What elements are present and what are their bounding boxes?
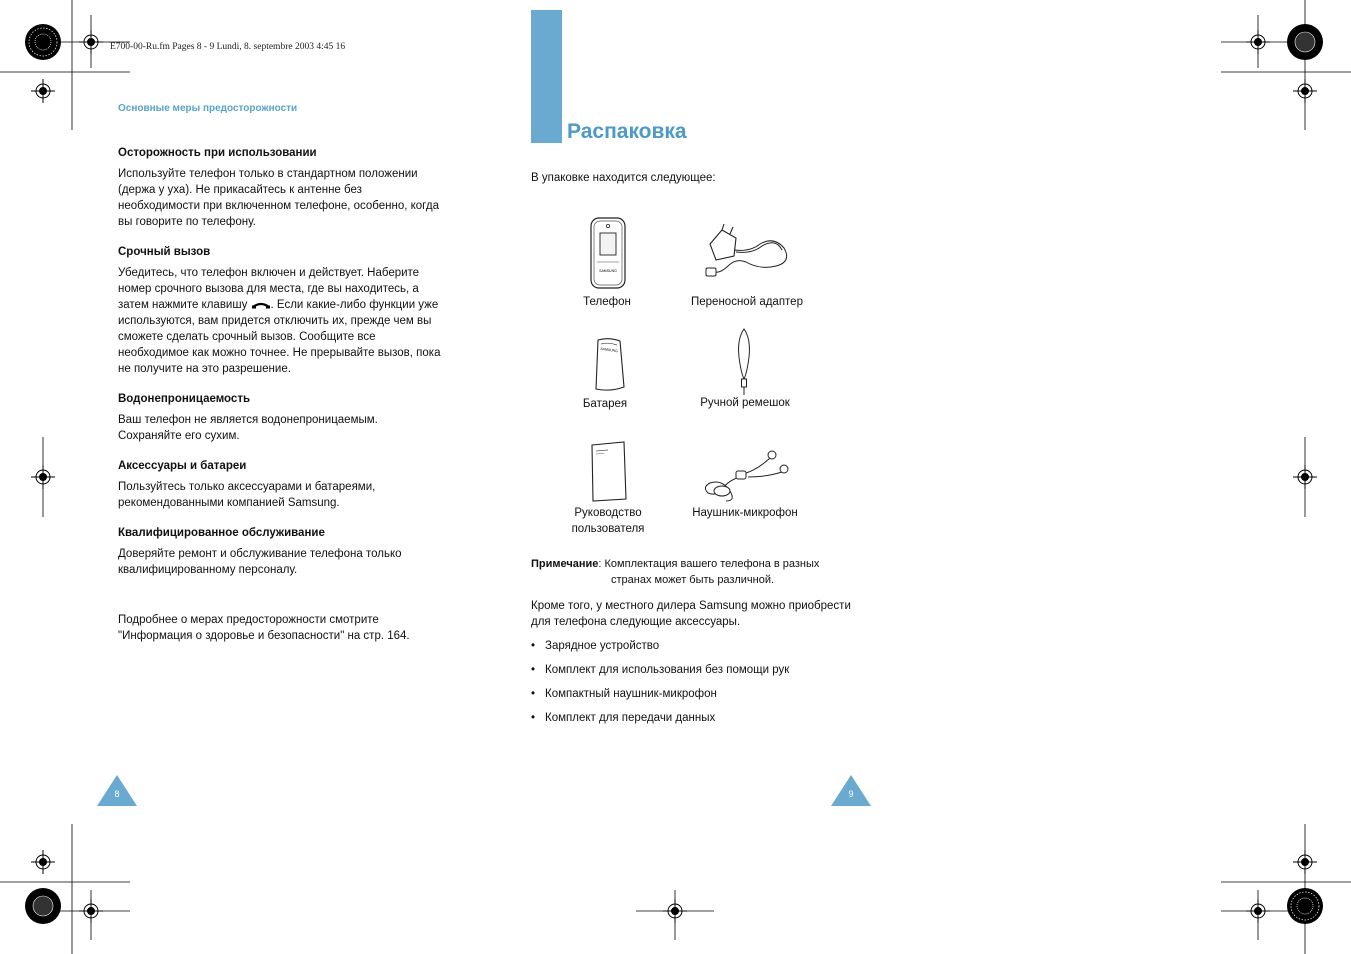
list-item: • Комплект для передачи данных xyxy=(531,712,716,724)
section-heading: Водонепроницаемость xyxy=(118,393,251,405)
svg-text:SAMSUNG: SAMSUNG xyxy=(599,269,617,273)
safety-precautions-column xyxy=(118,145,443,658)
user-manual-icon xyxy=(588,441,630,503)
intro-text: В упаковке находится следующее: xyxy=(531,172,716,184)
page-title: Распаковка xyxy=(567,120,687,143)
section-body: Доверяйте ремонт и обслуживание телефона только квалифицированному персоналу. xyxy=(118,548,402,576)
page-number-left: 8 xyxy=(114,789,120,799)
additional-accessories-text: Кроме того, у местного дилера Samsung можно приобрести для телефона следующие аксессуары. xyxy=(531,600,851,628)
section-label: Основные меры предосторожности xyxy=(118,103,298,114)
note xyxy=(531,556,861,588)
section-body: Ваш телефон не является водонепроницаемым. Сохраняйте его сухим. xyxy=(118,414,378,442)
accessories-list xyxy=(531,638,789,734)
item-label-manual: Руководство пользователя xyxy=(571,507,645,535)
section-heading: Квалифицированное обслуживание xyxy=(118,527,325,539)
battery-icon xyxy=(592,337,626,393)
section-body: Убедитесь, что телефон включен и действует. Наберите номер срочного вызова для места, где вы находитесь, а затем нажмите клавишу . Если какие-либо функции уже используются, вам придется отключить их, прежде чем вы сможете сделать срочный вызов. Сообщите все необходимое как можно точнее. Не прерывайте вызов, пока не получите на это разрешение. xyxy=(118,267,441,375)
note-text-line1: : Комплектация вашего телефона в разных xyxy=(598,558,820,570)
item-label-headset: Наушник-микрофон xyxy=(692,507,798,519)
section-body: Используйте телефон только в стандартном положении (держа у уха). Не прикасайтесь к антенне без необходимости при включенном телефоне, особенно, когда вы говорите по телефону. xyxy=(118,168,439,228)
item-label-phone: Телефон xyxy=(583,296,631,308)
file-info-header: E700-00-Ru.fm Pages 8 - 9 Lundi, 8. septembre 2003 4:45 16 xyxy=(110,42,346,52)
section-heading: Аксессуары и батареи xyxy=(118,460,247,472)
section-heading: Осторожность при использовании xyxy=(118,147,317,159)
item-label-battery: Батарея xyxy=(582,398,628,410)
list-item: • Компактный наушник-микрофон xyxy=(531,688,717,700)
list-item: • Комплект для использования без помощи рук xyxy=(531,664,790,676)
send-key-icon xyxy=(251,300,271,310)
item-label-adapter: Переносной адаптер xyxy=(691,296,803,308)
note-label: Примечание xyxy=(531,558,599,570)
travel-adapter-icon xyxy=(700,222,792,284)
note-text-line2: странах может быть различной. xyxy=(611,574,775,586)
page-number-right: 9 xyxy=(848,789,854,799)
item-label-strap: Ручной ремешок xyxy=(700,397,790,409)
more-info-text: Подробнее о мерах предосторожности смотрите "Информация о здоровье и безопасности" на стр. 164. xyxy=(118,614,410,642)
headset-icon xyxy=(700,447,794,505)
hand-strap-icon xyxy=(734,327,754,397)
chapter-accent-bar xyxy=(531,10,562,143)
list-item: • Зарядное устройство xyxy=(531,640,660,652)
section-body: Пользуйтесь только аксессуарами и батареями, рекомендованными компанией Samsung. xyxy=(118,481,376,509)
section-heading: Срочный вызов xyxy=(118,246,211,258)
svg-text:SAMSUNG: SAMSUNG xyxy=(600,346,619,354)
phone-icon xyxy=(589,217,627,289)
